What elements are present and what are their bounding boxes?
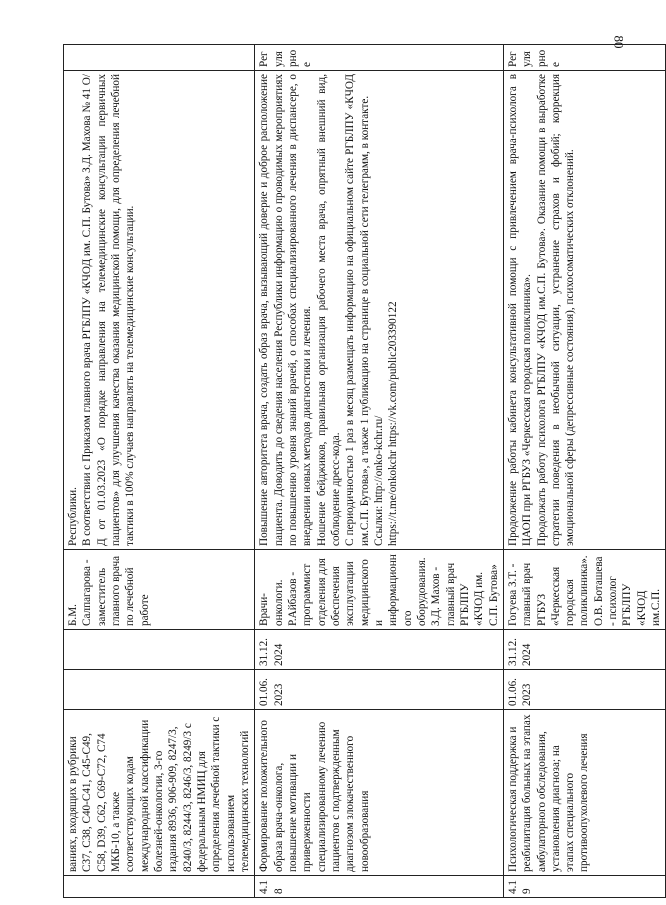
end-date xyxy=(64,630,255,670)
description-paragraph: Продолжение работы кабинета консультативной помощи с привлечением врача-психолога в ЦАОП при РГБУЗ «Черкесская городская поликлиника». xyxy=(506,74,534,546)
description xyxy=(503,71,666,550)
table-row xyxy=(64,45,255,898)
responsible: Гогуева З.Т. - главный врач РГБУЗ «Черкесская городская поликлиника». О.В. Боташева - психолог РГБЛПУ «КЧОД им.С.П. xyxy=(503,550,666,630)
start-date: 01.06.2023 xyxy=(503,670,666,710)
description xyxy=(64,71,255,550)
start-date xyxy=(64,670,255,710)
end-date: 31.12.2024 xyxy=(255,630,504,670)
responsible: Б.М. Салпагарова - заместитель главного врача по лечебной работе xyxy=(64,550,255,630)
rotated-table-container xyxy=(63,45,663,898)
description-paragraph: В соответствии с Приказом главного врача РГБЛПУ «КЧОД им. С.П. Бутова» З.Д. Махова № 41 О/Д от 01.03.2023 «О порядке направления на телемедицинские консультации первичных пациентов» для улучшения качества оказания медицинской помощи, для определения лечебной тактики в 100% случаев направлять на телемедицинские консультации. xyxy=(81,74,137,546)
page-number: 80 xyxy=(611,35,627,49)
frequency: Регулярное xyxy=(255,45,504,71)
description-paragraph: Ношение бейджиков, правильная организация рабочего места врача, опрятный внешний вид, соблюдение дресс-кода. xyxy=(315,74,342,546)
measure-name: Формирование положительного образа врача-онколога, повышение мотивации и приверженности специализированному лечению пациентов с подтвержденным диагнозом злокачественного новообразования xyxy=(255,710,504,876)
measures-table xyxy=(63,44,666,898)
description-link[interactable]: Ссылки: http://onko-kchr.ru/ xyxy=(372,415,385,546)
description xyxy=(255,71,504,550)
start-date: 01.06.2023 xyxy=(255,670,504,710)
table-row xyxy=(255,45,504,898)
frequency: Регулярное xyxy=(503,45,666,71)
row-number: 4.18 xyxy=(255,876,504,898)
row-number xyxy=(64,876,255,898)
measure-name: ваниях, входящих в рубрики C37, C38, C40-C41, C45-C49, C58, D39, C62, C69-C72, C74 МКБ-10, а также соответствующих кодам международной классификации болезней-онкологии, 3-го издания 8936, 906-909, 8247/3, 8240/3, 8244/3, 8246/3, 8249/3 с федеральным НМИЦ для определения лечебной тактики с использованием телемедицинских технологий xyxy=(64,710,255,876)
responsible: Врачи-онкологи. Р.Айбазов - программист отделения для обеспечения эксплуатации медицинского и информационного оборудования. З.Д. Махов - главный врач РГБЛПУ «КЧОД им. С.П. Бутова» xyxy=(255,550,504,630)
measure-name: Психологическая поддержка и реабилитация больных на этапах амбулаторного обследования, установления диагноза; на этапах специального противоопухолевого лечения xyxy=(503,710,666,876)
row-number: 4.19 xyxy=(503,876,666,898)
description-link[interactable]: https://t.me/onkokchr https://vk.com/public203390122 xyxy=(387,301,400,546)
table-row xyxy=(503,45,666,898)
end-date: 31.12.2024 xyxy=(503,630,666,670)
description-paragraph: Повышение авторитета врача, создать образ врача, вызывающий доверие и доброе расположение пациента. Доводить до сведения населения Республики информацию о проводимых мероприятиях по повышению уровня знаний врачей, о способах специализированного лечения в диспансере, о внедрении новых методов диагностики и лечения. xyxy=(258,74,314,546)
description-paragraph: Продолжать работу психолога РГБЛПУ «КЧОД им.С.П. Бутова». Оказание помощи в выработке стратегии поведения в необычной ситуации, устранение страхов и фобий; коррекция эмоциональной сферы (депрессивные состояния), психосоматических отклонений. xyxy=(535,74,577,546)
description-paragraph: Республики. xyxy=(67,487,79,546)
description-paragraph: С периодичностью 1 раз в месяц размещать информацию на официальном сайте РГБЛПУ «КЧОД им.С.П. Бутова», а также 1 публикацию на странице в социальной сети телеграмм, в контакте. xyxy=(344,74,371,546)
frequency xyxy=(64,45,255,71)
